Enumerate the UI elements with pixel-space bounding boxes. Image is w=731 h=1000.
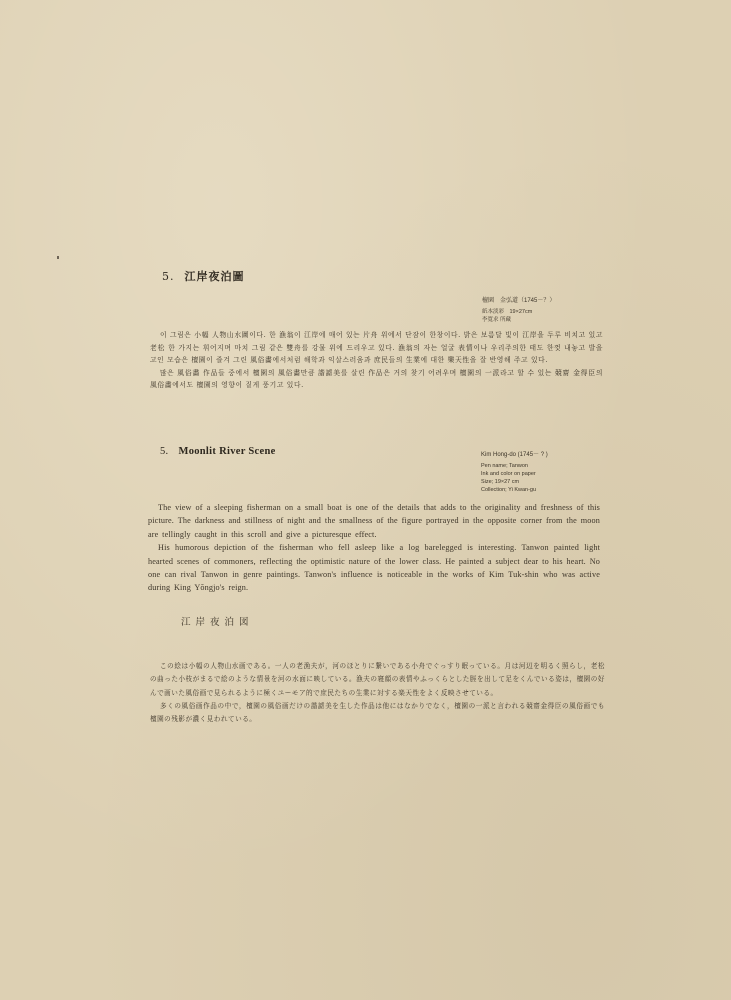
- meta-collection: Collection; Yi Kwan-gu: [481, 487, 537, 493]
- meta-medium: Ink and color on paper: [481, 471, 536, 477]
- title-text: 江岸夜泊圖: [184, 270, 245, 283]
- meta-collection: 李寬求 所藏: [482, 317, 512, 323]
- japanese-description: [150, 660, 605, 726]
- section-number: 5.: [162, 270, 175, 283]
- english-description: [148, 501, 600, 595]
- paragraph: 이 그림은 小幅 人物山水圖이다. 한 漁翁이 江岸에 매어 있는 片舟 위에서 단잠이 한창이다. 밝은 보름달 빛이 江岸을 두루 비치고 있고 老松 한 가지는 휘어지며 마치 그림 같은 雙舟를 강물 위에 드리우고 있다. 漁翁의 자는 얼굴 表情이나 우리주의한 태도 한껏 내놓고 발을 고인 모습은 檀園이 즐겨 그린 風俗畵에서처럼 해학과 익살스러움과 庶民들의 生業에 대한 樂天性을 잘 반영해 주고 있다.: [150, 331, 603, 365]
- meta-artist: Kim Hong-do (1745－ ? ): [481, 452, 548, 458]
- korean-artwork-meta: [482, 297, 555, 324]
- meta-medium-size: 紙本淡彩 19×27cm: [482, 309, 533, 315]
- meta-artist: 檀園 金弘道（1745－？）: [482, 298, 556, 304]
- title-text: Moonlit River Scene: [178, 446, 276, 457]
- meta-size: Size; 19×27 cm: [481, 479, 520, 485]
- paragraph: この絵は小幅の人物山水画である。一人の老漁夫が，河のほとりに繋いである小舟でぐっすり眠っている。月は河辺を明るく照らし，老松の曲った小枝がまるで絵のような情景を河の水面に映している。漁夫の寝顔の表情やふっくらとした脛を出して足をくんでいる姿は，檀園の好んで画いた風俗画で見られるように極くユーモア的で庶民たちの生業に対する楽天性をよく反映させている。: [150, 662, 605, 697]
- paper-speck: [57, 256, 59, 259]
- paragraph: 多くの風俗画作品の中で，檀園の風俗画だけの諧謔美を生した作品は他にはなかりでなく，檀園の一派と言われる競齋金得臣の風俗画でも檀園の残影が濃く見われている。: [150, 701, 605, 724]
- paragraph: His humorous depiction of the fisherman who fell asleep like a log barelegged is interesting. Tanwon painted light hearted scenes of commoners, reflecting the optimistic nature of the lower class. He painted a subject dear to his heart. No one can rival Tanwon in genre paintings. Tanwon's influence is noticeable in the works of Kim Tuk-shin who was active during King Yŏngjo's reign.: [148, 543, 600, 593]
- meta-pen-name: Pen name; Tanwon: [481, 463, 528, 469]
- paragraph: The view of a sleeping fisherman on a small boat is one of the details that adds to the originality and freshness of this picture. The darkness and stillness of night and the smallness of the figure portrayed in the opposite corner from the moon are tellingly caught in this scroll and give a picturesque effect.: [148, 503, 600, 539]
- section-number: 5.: [160, 446, 169, 457]
- paragraph: 많은 風俗畵 作品들 중에서 檀園의 風俗畵만큼 諧謔美를 살린 作品은 거의 찾기 어려우며 檀園의 一派라고 할 수 있는 競齋 金得臣의 風俗畵에서도 檀園의 영향이 짙게 풍기고 있다.: [150, 368, 603, 390]
- japanese-section-title: 江岸夜泊図: [181, 617, 254, 628]
- korean-description: [150, 329, 603, 392]
- english-artwork-meta: [481, 451, 548, 494]
- english-section-title: [160, 446, 276, 457]
- korean-section-title: [162, 268, 245, 284]
